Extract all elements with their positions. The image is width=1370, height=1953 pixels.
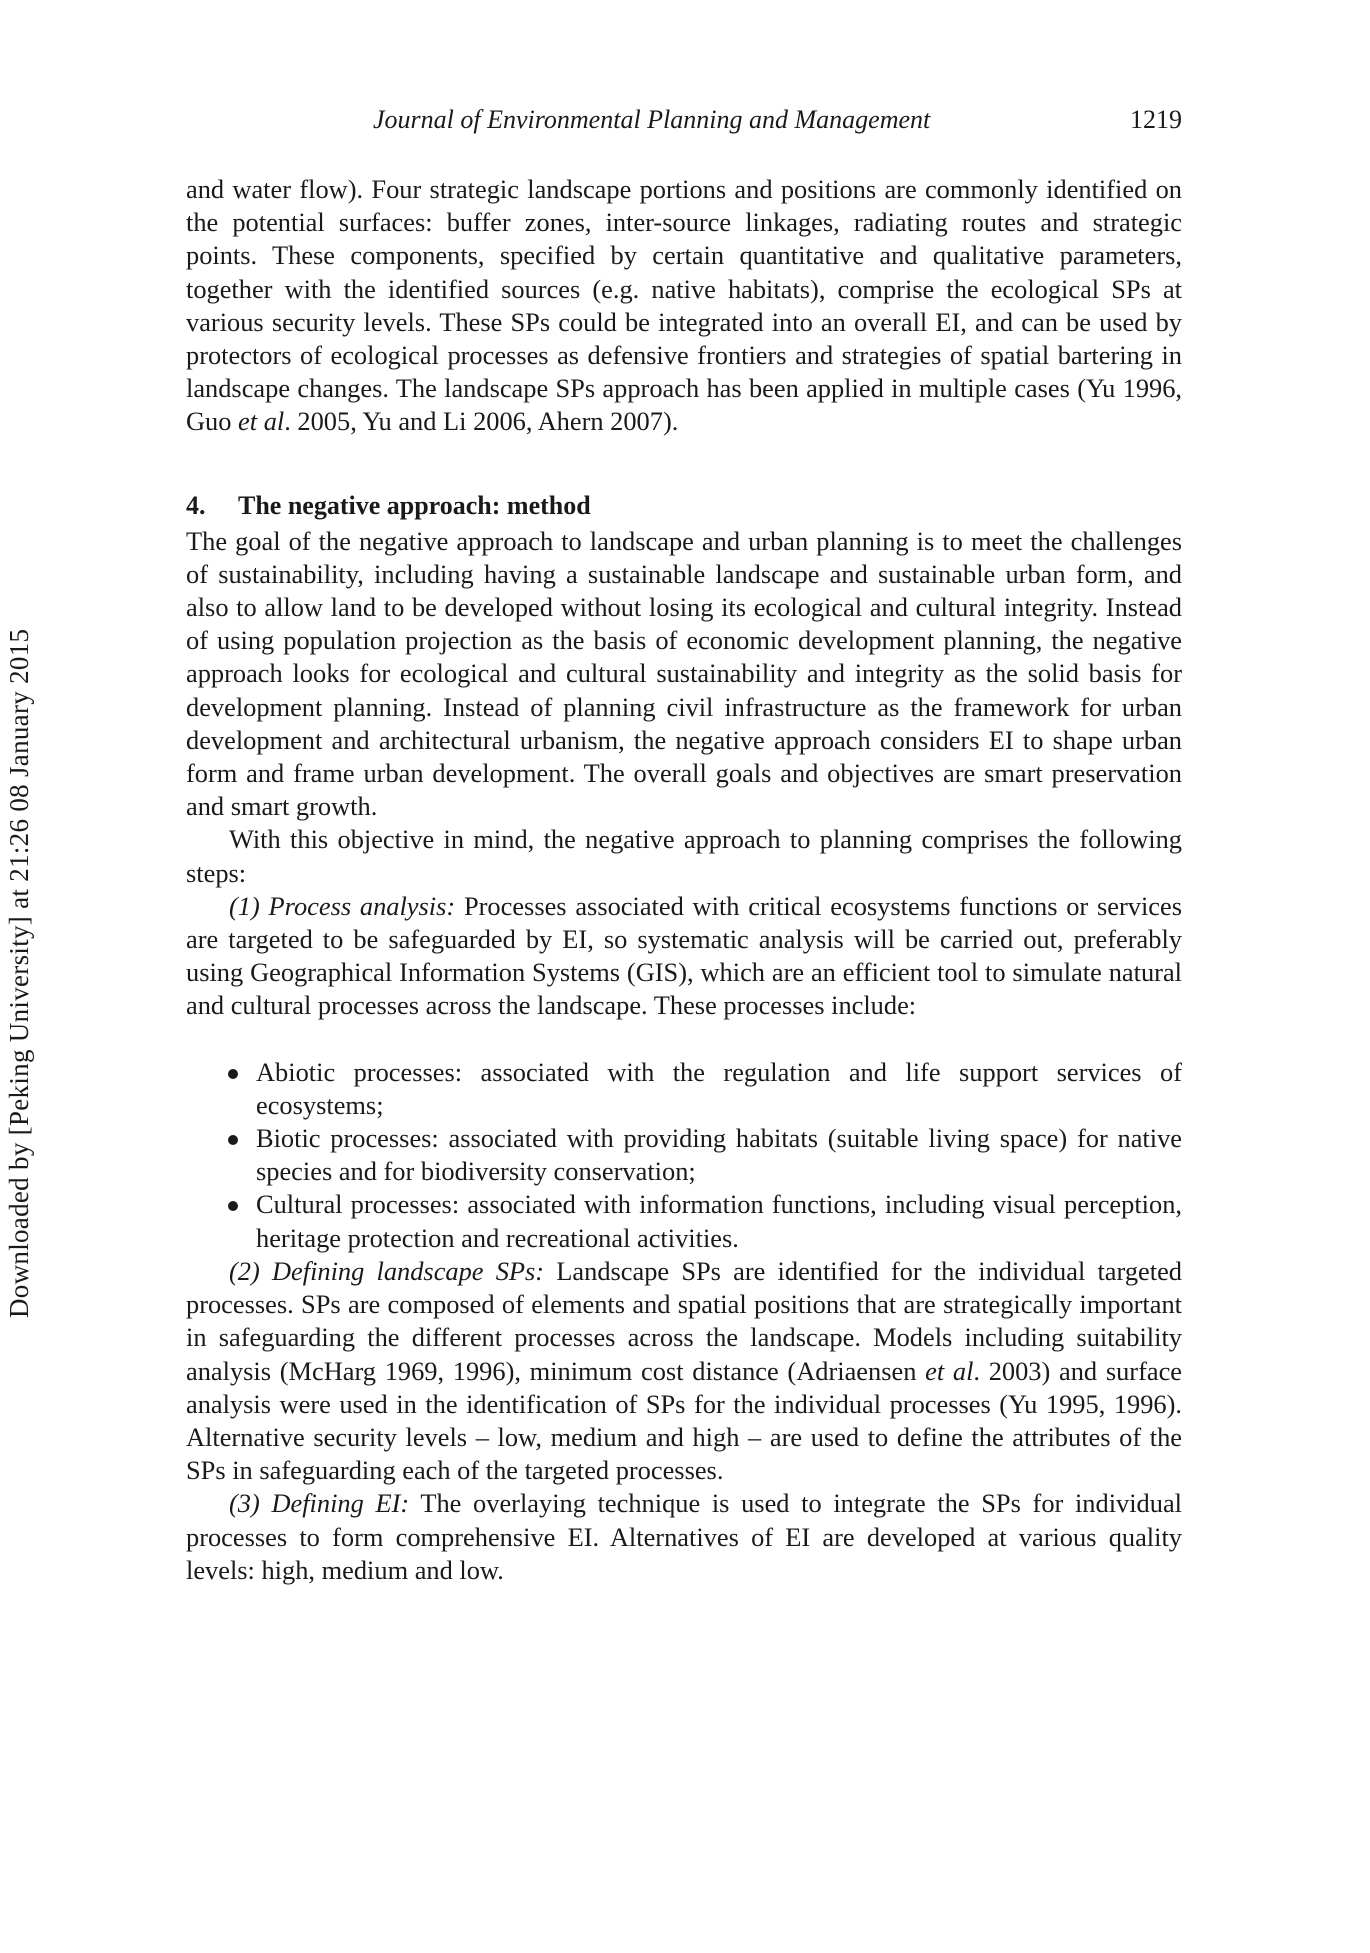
- intro-text-b: . 2005, Yu and Li 2006, Ahern 2007).: [284, 406, 679, 437]
- step-defining-ei: [186, 1487, 1182, 1587]
- step2-label: (2) Defining landscape SPs:: [229, 1255, 545, 1286]
- step2-text-b: . 2003) and surface analysis were used in the identification of SPs for the individual processes (Yu 1995, 1996). Alternative security levels – low, medium and high – are used to define the attributes of the SPs in safeguarding each of the targeted processes.: [186, 1355, 1183, 1486]
- bullet-icon: [228, 1135, 238, 1145]
- intro-paragraph: [186, 173, 1182, 439]
- step-process-analysis: [186, 890, 1182, 1023]
- download-watermark: Downloaded by [Peking University] at 21:26 08 January 2015: [4, 628, 34, 1318]
- section-number: 4.: [186, 490, 206, 520]
- step3-text: The overlaying technique is used to integrate the SPs for individual processes to form comprehensive EI. Alternatives of EI are developed at various quality levels: high, medium and low.: [186, 1488, 1182, 1585]
- step1-label: (1) Process analysis:: [229, 890, 456, 921]
- body-text: [186, 173, 1182, 1587]
- list-item-text: Biotic processes: associated with providing habitats (suitable living space) for native species and for biodiversity conservation;: [256, 1123, 1182, 1187]
- step1-text: Processes associated with critical ecosystems functions or services are targeted to be safeguarded by EI, so systematic analysis will be carried out, preferably using Geographical Information Systems (GIS), which are an efficient tool to simulate natural and cultural processes across the landscape. These processes include:: [186, 890, 1182, 1021]
- section-heading: [186, 489, 1182, 523]
- step2-text-em: et al: [925, 1355, 974, 1386]
- step2-text-a: Landscape SPs are identified for the individual targeted processes. SPs are composed of elements and spatial positions that are strategically important in safeguarding the different processes across the landscape. Models including suitability analysis (McHarg 1969, 1996), minimum cost distance (Adriaensen: [186, 1255, 1182, 1386]
- step3-label: (3) Defining EI:: [229, 1488, 410, 1519]
- step-defining-sps: [186, 1255, 1182, 1487]
- intro-text-a: and water flow). Four strategic landscape portions and positions are commonly identified on the potential surfaces: buffer zones, inter-source linkages, radiating routes and strategic points. These components, specified by certain quantitative and qualitative parameters, together with the identified sources (e.g. native habitats), comprise the ecological SPs at various security levels. These SPs could be integrated into an overall EI, and can be used by protectors of ecological processes as defensive frontiers and strategies of spatial bartering in landscape changes. The landscape SPs approach has been applied in multiple cases (Yu 1996, Guo: [186, 174, 1182, 437]
- objective-paragraph: With this objective in mind, the negative approach to planning comprises the following steps:: [186, 824, 1182, 888]
- journal-title: Journal of Environmental Planning and Management: [373, 105, 931, 134]
- bullet-icon: [228, 1069, 238, 1079]
- list-item: [186, 1056, 1182, 1122]
- list-item-text: Abiotic processes: associated with the regulation and life support services of ecosystems;: [256, 1056, 1182, 1120]
- list-item: [186, 1122, 1182, 1188]
- process-list: [186, 1056, 1182, 1255]
- section-title: The negative approach: method: [238, 490, 591, 520]
- list-item: [186, 1188, 1182, 1254]
- page-number: 1219: [1130, 105, 1182, 134]
- intro-text-em: et al: [238, 406, 285, 437]
- bullet-icon: [228, 1201, 238, 1211]
- list-item-text: Cultural processes: associated with information functions, including visual perception, heritage protection and recreational activities.: [256, 1189, 1182, 1253]
- running-header: [186, 105, 1182, 145]
- goal-paragraph: The goal of the negative approach to landscape and urban planning is to meet the challenges of sustainability, including having a sustainable landscape and sustainable urban form, and also to allow land to be developed without losing its ecological and cultural integrity. Instead of using population projection as the basis of economic development planning, the negative approach looks for ecological and cultural sustainability and integrity as the solid basis for development planning. Instead of planning civil infrastructure as the framework for urban development and architectural urbanism, the negative approach considers EI to shape urban form and frame urban development. The overall goals and objectives are smart preservation and smart growth.: [186, 525, 1182, 822]
